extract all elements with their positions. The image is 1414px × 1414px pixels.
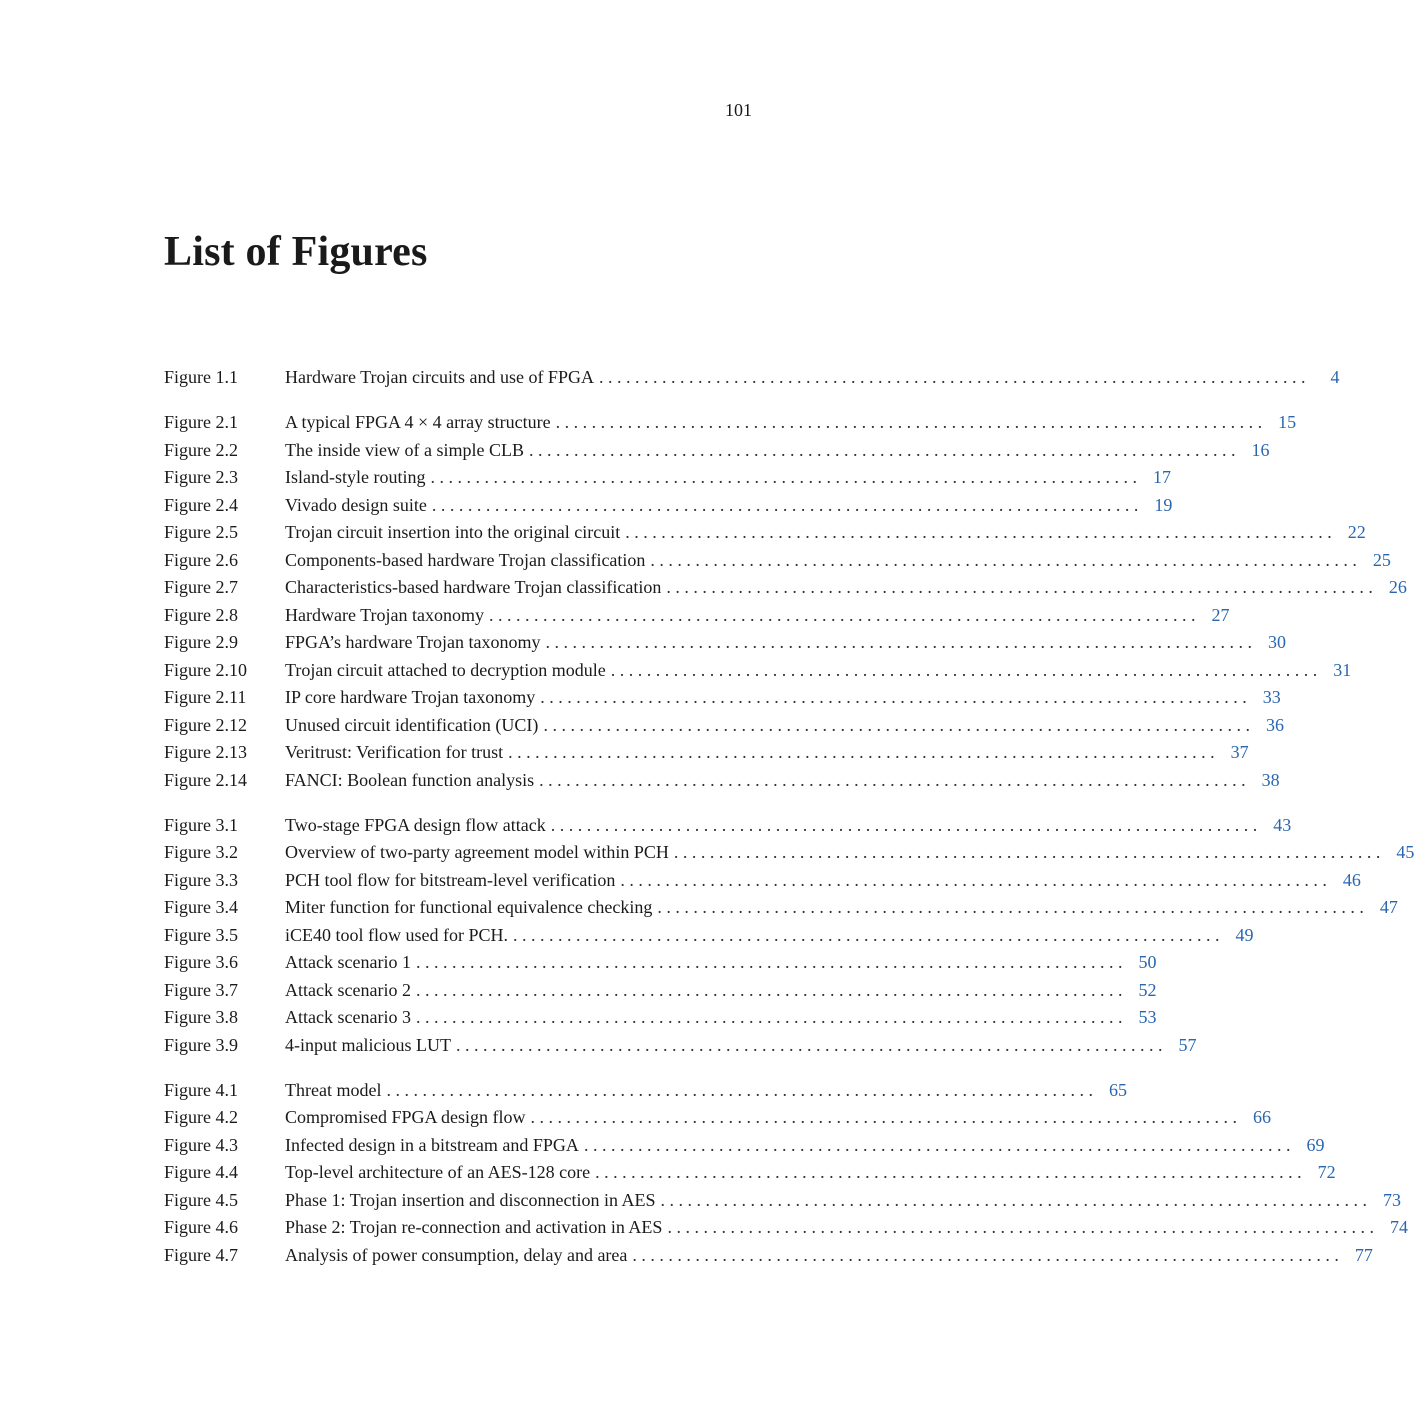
figure-entry[interactable] bbox=[164, 364, 1340, 392]
figure-label: Figure 3.2 bbox=[164, 842, 238, 862]
figure-page-link[interactable]: 46 bbox=[1342, 869, 1361, 890]
figure-page-link[interactable]: 50 bbox=[1138, 952, 1157, 972]
figure-entry[interactable] bbox=[164, 894, 1398, 922]
figure-entry[interactable] bbox=[164, 574, 1407, 602]
figure-page-link[interactable]: 4 bbox=[1330, 367, 1340, 387]
figure-label: Figure 2.11 bbox=[164, 687, 247, 707]
dot-leader bbox=[556, 409, 1263, 437]
figure-label: Figure 2.8 bbox=[164, 604, 238, 625]
dot-leader bbox=[674, 839, 1381, 867]
figure-page-link[interactable]: 65 bbox=[1108, 1079, 1127, 1100]
figure-title: Miter function for functional equivalence checking bbox=[285, 897, 653, 917]
figure-title: Island-style routing bbox=[285, 467, 426, 487]
dot-leader bbox=[620, 867, 1327, 895]
figure-title: IP core hardware Trojan taxonomy bbox=[285, 687, 536, 707]
figure-page-link[interactable]: 53 bbox=[1138, 1007, 1157, 1027]
figure-label: Figure 4.2 bbox=[164, 1107, 238, 1127]
figure-page-link[interactable]: 43 bbox=[1273, 814, 1292, 835]
dot-leader bbox=[430, 464, 1137, 492]
figure-entry[interactable] bbox=[164, 519, 1366, 547]
figure-label: Figure 2.2 bbox=[164, 439, 238, 460]
figure-page-link[interactable]: 57 bbox=[1178, 1034, 1197, 1055]
figure-group bbox=[164, 1077, 1408, 1270]
figure-entry[interactable] bbox=[164, 977, 1157, 1005]
figure-page-link[interactable]: 31 bbox=[1333, 659, 1352, 680]
dot-leader bbox=[667, 1214, 1374, 1242]
figure-page-link[interactable]: 25 bbox=[1372, 549, 1391, 570]
figure-label: Figure 2.9 bbox=[164, 632, 238, 652]
figure-group bbox=[164, 409, 1407, 794]
figure-title: Attack scenario 2 bbox=[285, 979, 411, 1000]
figure-entry[interactable] bbox=[164, 1104, 1272, 1132]
dot-leader bbox=[650, 547, 1357, 575]
figure-label: Figure 4.4 bbox=[164, 1162, 238, 1182]
figure-entry[interactable] bbox=[164, 409, 1297, 437]
figure-label: Figure 2.3 bbox=[164, 467, 238, 487]
figure-entry[interactable] bbox=[164, 1032, 1197, 1060]
dot-leader bbox=[540, 684, 1247, 712]
figure-label: Figure 2.13 bbox=[164, 742, 247, 762]
figure-entry[interactable] bbox=[164, 839, 1414, 867]
figure-label: Figure 3.1 bbox=[164, 814, 238, 835]
figure-entry[interactable] bbox=[164, 867, 1361, 895]
dot-leader bbox=[611, 657, 1318, 685]
figure-label: Figure 2.14 bbox=[164, 769, 247, 790]
figure-entry[interactable] bbox=[164, 437, 1270, 465]
dot-leader bbox=[595, 1159, 1302, 1187]
figure-entry[interactable] bbox=[164, 812, 1292, 840]
figure-entry[interactable] bbox=[164, 1214, 1408, 1242]
figure-entry[interactable] bbox=[164, 767, 1280, 795]
figure-label: Figure 4.6 bbox=[164, 1217, 238, 1237]
page-title: List of Figures bbox=[164, 229, 428, 275]
dot-leader bbox=[489, 602, 1196, 630]
figure-title: Unused circuit identification (UCI) bbox=[285, 714, 539, 735]
dot-leader bbox=[416, 949, 1123, 977]
figure-title: FPGA’s hardware Trojan taxonomy bbox=[285, 632, 541, 652]
figure-entry[interactable] bbox=[164, 547, 1391, 575]
figure-page-link[interactable]: 26 bbox=[1388, 577, 1407, 597]
figure-title: The inside view of a simple CLB bbox=[285, 439, 524, 460]
figure-title: Compromised FPGA design flow bbox=[285, 1107, 526, 1127]
figure-title: Hardware Trojan circuits and use of FPGA bbox=[285, 367, 594, 387]
figure-label: Figure 2.5 bbox=[164, 522, 238, 542]
figure-page-link[interactable]: 17 bbox=[1152, 467, 1171, 487]
dot-leader bbox=[657, 894, 1364, 922]
dot-leader bbox=[546, 629, 1253, 657]
dot-leader bbox=[632, 1242, 1339, 1270]
figure-label: Figure 2.7 bbox=[164, 577, 238, 597]
figure-page-link[interactable]: 66 bbox=[1253, 1107, 1272, 1127]
figure-entry[interactable] bbox=[164, 492, 1173, 520]
figure-title: iCE40 tool flow used for PCH. bbox=[285, 924, 508, 945]
figure-label: Figure 2.1 bbox=[164, 412, 238, 432]
figure-group bbox=[164, 364, 1340, 392]
figure-label: Figure 3.8 bbox=[164, 1007, 238, 1027]
figure-title: A typical FPGA 4 × 4 array structure bbox=[285, 412, 551, 432]
figure-title: Analysis of power consumption, delay and area bbox=[285, 1244, 628, 1265]
dot-leader bbox=[531, 1104, 1238, 1132]
figure-title: Attack scenario 3 bbox=[285, 1007, 411, 1027]
figure-entry[interactable] bbox=[164, 922, 1254, 950]
figure-label: Figure 3.3 bbox=[164, 869, 238, 890]
figure-title: Two-stage FPGA design flow attack bbox=[285, 814, 546, 835]
figure-title: Top-level architecture of an AES-128 core bbox=[285, 1162, 591, 1182]
figure-entry[interactable] bbox=[164, 657, 1352, 685]
figure-label: Figure 2.12 bbox=[164, 714, 247, 735]
dot-leader bbox=[508, 739, 1215, 767]
figure-page-link[interactable]: 22 bbox=[1347, 522, 1366, 542]
figure-label: Figure 4.1 bbox=[164, 1079, 238, 1100]
dot-leader bbox=[416, 977, 1123, 1005]
figure-title: 4-input malicious LUT bbox=[285, 1034, 451, 1055]
figure-title: Phase 2: Trojan re-connection and activation in AES bbox=[285, 1217, 663, 1237]
figure-page-link[interactable]: 49 bbox=[1235, 924, 1254, 945]
dot-leader bbox=[386, 1077, 1093, 1105]
figure-entry[interactable] bbox=[164, 739, 1249, 767]
figure-title: Hardware Trojan taxonomy bbox=[285, 604, 484, 625]
figure-page-link[interactable]: 52 bbox=[1138, 979, 1157, 1000]
figure-label: Figure 2.4 bbox=[164, 494, 238, 515]
figure-entry[interactable] bbox=[164, 684, 1281, 712]
figure-entry[interactable] bbox=[164, 949, 1157, 977]
figure-page-link[interactable]: 37 bbox=[1230, 742, 1249, 762]
figure-page-link[interactable]: 45 bbox=[1396, 842, 1414, 862]
page-number: 101 bbox=[725, 100, 752, 120]
dot-leader bbox=[543, 712, 1250, 740]
figure-title: Infected design in a bitstream and FPGA bbox=[285, 1134, 579, 1155]
dot-leader bbox=[432, 492, 1139, 520]
figure-label: Figure 4.5 bbox=[164, 1189, 238, 1210]
figure-entry[interactable] bbox=[164, 1159, 1336, 1187]
figure-page-link[interactable]: 38 bbox=[1261, 769, 1280, 790]
figure-entry[interactable] bbox=[164, 629, 1286, 657]
figure-title: Overview of two-party agreement model within PCH bbox=[285, 842, 669, 862]
dot-leader bbox=[661, 1187, 1368, 1215]
dot-leader bbox=[584, 1132, 1291, 1160]
figure-label: Figure 3.9 bbox=[164, 1034, 238, 1055]
figure-page-link[interactable]: 33 bbox=[1262, 687, 1281, 707]
figure-label: Figure 3.7 bbox=[164, 979, 238, 1000]
figure-label: Figure 2.10 bbox=[164, 659, 247, 680]
figure-label: Figure 3.4 bbox=[164, 897, 238, 917]
figure-page-link[interactable]: 69 bbox=[1306, 1134, 1325, 1155]
figure-entry[interactable] bbox=[164, 712, 1284, 740]
figure-label: Figure 2.6 bbox=[164, 549, 238, 570]
dot-leader bbox=[416, 1004, 1123, 1032]
figure-title: Trojan circuit insertion into the original circuit bbox=[285, 522, 621, 542]
figure-page-link[interactable]: 15 bbox=[1278, 412, 1297, 432]
figure-title: FANCI: Boolean function analysis bbox=[285, 769, 535, 790]
figure-title: Components-based hardware Trojan classification bbox=[285, 549, 646, 570]
figure-page-link[interactable]: 72 bbox=[1317, 1162, 1336, 1182]
figure-page-link[interactable]: 36 bbox=[1265, 714, 1284, 735]
figure-title: Veritrust: Verification for trust bbox=[285, 742, 504, 762]
figure-entry[interactable] bbox=[164, 1187, 1401, 1215]
figure-page-link[interactable]: 73 bbox=[1383, 1189, 1401, 1210]
figure-label: Figure 4.7 bbox=[164, 1244, 238, 1265]
figure-label: Figure 3.5 bbox=[164, 924, 238, 945]
figure-page-link[interactable]: 27 bbox=[1211, 604, 1230, 625]
figure-page-link[interactable]: 47 bbox=[1379, 897, 1398, 917]
figure-label: Figure 1.1 bbox=[164, 367, 238, 387]
list-of-figures bbox=[164, 364, 1414, 1287]
figure-title: Trojan circuit attached to decryption module bbox=[285, 659, 606, 680]
figure-label: Figure 4.3 bbox=[164, 1134, 238, 1155]
figure-page-link[interactable]: 74 bbox=[1389, 1217, 1408, 1237]
figure-entry[interactable] bbox=[164, 1242, 1373, 1270]
figure-page-link[interactable]: 16 bbox=[1251, 439, 1270, 460]
figure-page-link[interactable]: 77 bbox=[1354, 1244, 1373, 1265]
figure-entry[interactable] bbox=[164, 464, 1171, 492]
figure-title: Threat model bbox=[285, 1079, 382, 1100]
figure-title: Characteristics-based hardware Trojan classification bbox=[285, 577, 662, 597]
figure-title: Vivado design suite bbox=[285, 494, 427, 515]
figure-label: Figure 3.6 bbox=[164, 952, 238, 972]
figure-entry[interactable] bbox=[164, 602, 1230, 630]
figure-page-link[interactable]: 19 bbox=[1154, 494, 1173, 515]
figure-entry[interactable] bbox=[164, 1077, 1127, 1105]
dot-leader bbox=[513, 922, 1220, 950]
dot-leader bbox=[666, 574, 1373, 602]
figure-page-link[interactable]: 30 bbox=[1268, 632, 1286, 652]
dot-leader bbox=[625, 519, 1332, 547]
figure-entry[interactable] bbox=[164, 1004, 1157, 1032]
figure-title: PCH tool flow for bitstream-level verification bbox=[285, 869, 616, 890]
dot-leader bbox=[539, 767, 1246, 795]
figure-entry[interactable] bbox=[164, 1132, 1325, 1160]
dot-leader bbox=[599, 364, 1306, 392]
figure-title: Phase 1: Trojan insertion and disconnection in AES bbox=[285, 1189, 656, 1210]
dot-leader bbox=[551, 812, 1258, 840]
dot-leader bbox=[529, 437, 1236, 465]
dot-leader bbox=[456, 1032, 1163, 1060]
figure-group bbox=[164, 812, 1414, 1060]
figure-title: Attack scenario 1 bbox=[285, 952, 411, 972]
